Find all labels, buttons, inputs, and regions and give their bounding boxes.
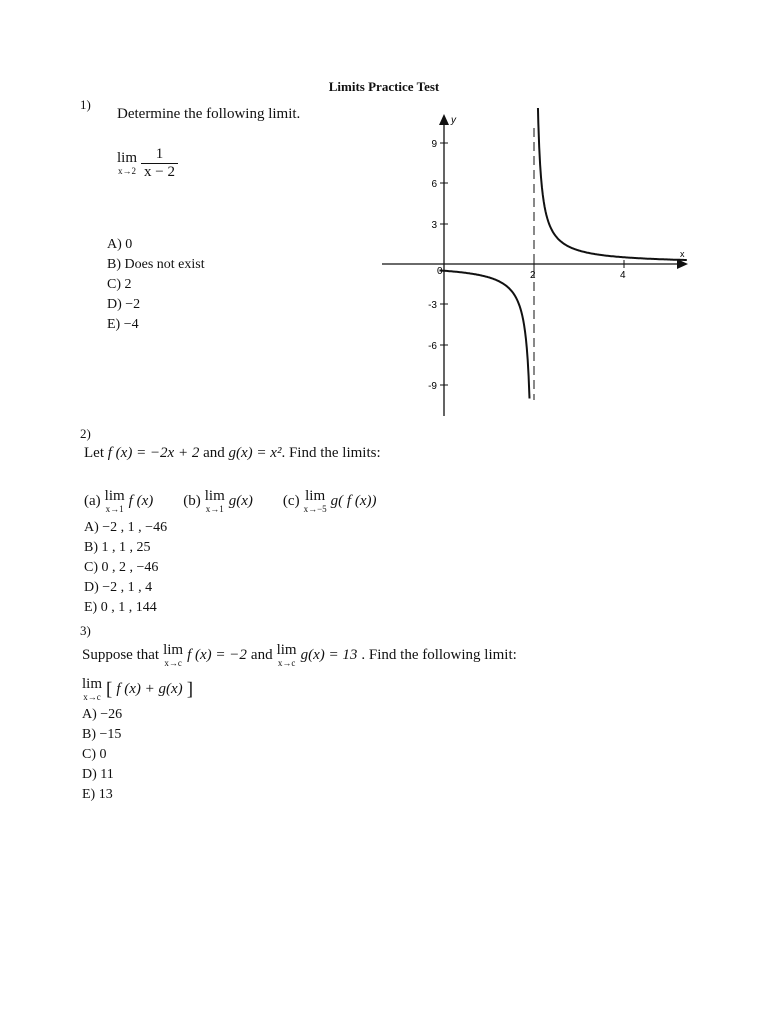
option-b[interactable]: B) 1 , 1 , 25 <box>84 540 151 555</box>
and-text: and <box>250 647 273 663</box>
y-tick-label-6: 6 <box>431 179 437 190</box>
question-1-graph <box>378 108 693 420</box>
question-1-number: 1) <box>80 97 91 112</box>
part-a-label: (a) <box>84 493 101 509</box>
option-c[interactable]: C) 0 , 2 , −46 <box>84 560 159 575</box>
lim-word: lim <box>163 642 184 658</box>
question-3-options <box>82 707 122 807</box>
y-axis-label: y <box>451 115 456 126</box>
question-3-number: 3) <box>80 623 91 638</box>
option-a[interactable]: A) −2 , 1 , −46 <box>84 520 168 535</box>
option-d[interactable]: D) −2 , 1 , 4 <box>84 580 153 595</box>
f-limit <box>163 643 183 668</box>
limit-operator <box>117 151 137 176</box>
part-a-expression: f (x) <box>128 493 154 509</box>
part-c-expression: g( f (x)) <box>330 493 377 509</box>
y-tick-label-neg9: -9 <box>428 381 437 392</box>
f-definition: f (x) = −2x + 2 <box>107 445 200 461</box>
question-3-prompt <box>82 643 517 668</box>
part-c-label: (c) <box>282 493 300 509</box>
lim-word: lim <box>117 150 138 166</box>
suppose-text: Suppose that <box>82 647 160 663</box>
option-e[interactable]: E) −4 <box>107 317 139 332</box>
question-3-limit-expression <box>82 677 193 702</box>
option-d[interactable]: D) −2 <box>107 297 141 312</box>
find-limits-text: . Find the limits: <box>281 445 381 461</box>
question-2-prompt <box>84 445 381 462</box>
fraction-numerator: 1 <box>155 146 164 162</box>
lim-subscript: x→2 <box>118 166 136 176</box>
x-tick-label-2: 2 <box>530 270 536 281</box>
option-e[interactable]: E) 13 <box>82 787 113 802</box>
lim-subscript: x→c <box>83 692 101 702</box>
lim-word: lim <box>276 642 297 658</box>
option-b[interactable]: B) −15 <box>82 727 122 742</box>
part-b-label: (b) <box>183 493 201 509</box>
option-c[interactable]: C) 0 <box>82 747 107 762</box>
g-limit-value: g(x) = 13 <box>300 647 358 663</box>
page-title: Limits Practice Test <box>328 79 440 94</box>
part-a-limit <box>105 489 125 514</box>
lim-word: lim <box>204 488 225 504</box>
option-a[interactable]: A) −26 <box>82 707 123 722</box>
question-2-number: 2) <box>80 426 91 441</box>
lim-word: lim <box>104 488 125 504</box>
lim-subscript: x→1 <box>105 504 124 514</box>
f-limit-value: f (x) = −2 <box>187 647 247 663</box>
option-e[interactable]: E) 0 , 1 , 144 <box>84 600 157 615</box>
part-b-expression: g(x) <box>228 493 253 509</box>
question-1-prompt: Determine the following limit. <box>117 106 301 122</box>
x-tick-label-0: 0 <box>437 266 443 277</box>
curve-right-branch <box>537 108 686 260</box>
find-limit-text: . Find the following limit: <box>361 647 517 663</box>
g-limit <box>277 643 297 668</box>
part-c-limit <box>304 489 327 514</box>
lim-word: lim <box>305 488 326 504</box>
and-text: and <box>203 445 225 461</box>
sum-limit <box>82 677 102 702</box>
lim-word: lim <box>82 676 103 692</box>
lim-subscript: x→−5 <box>303 504 327 514</box>
question-1-options <box>107 237 205 337</box>
sum-expression: f (x) + g(x) <box>116 681 183 697</box>
fraction <box>141 146 178 181</box>
y-tick-label-neg3: -3 <box>428 300 437 311</box>
y-tick-label-9: 9 <box>431 139 437 150</box>
g-definition: g(x) = x² <box>228 445 282 461</box>
option-b[interactable]: B) Does not exist <box>107 257 205 272</box>
right-bracket: ] <box>186 679 194 700</box>
lim-subscript: x→c <box>164 658 182 668</box>
y-axis-arrow-icon <box>439 114 449 125</box>
curve-left-branch <box>440 270 530 398</box>
left-bracket: [ <box>106 679 113 700</box>
lim-subscript: x→c <box>277 658 296 668</box>
question-2-options <box>84 520 167 620</box>
lim-subscript: x→1 <box>205 504 224 514</box>
question-1-limit-expression <box>117 146 178 181</box>
fraction-denominator: x − 2 <box>141 163 178 181</box>
x-tick-label-4: 4 <box>620 270 626 281</box>
part-b-limit <box>205 489 225 514</box>
x-axis-label: x <box>680 249 685 259</box>
option-a[interactable]: A) 0 <box>107 237 133 252</box>
option-d[interactable]: D) 11 <box>82 767 114 782</box>
let-text: Let <box>84 445 104 461</box>
option-c[interactable]: C) 2 <box>107 277 132 292</box>
y-tick-label-neg6: -6 <box>428 341 437 352</box>
question-2-parts <box>84 489 376 514</box>
y-tick-label-3: 3 <box>431 220 437 231</box>
